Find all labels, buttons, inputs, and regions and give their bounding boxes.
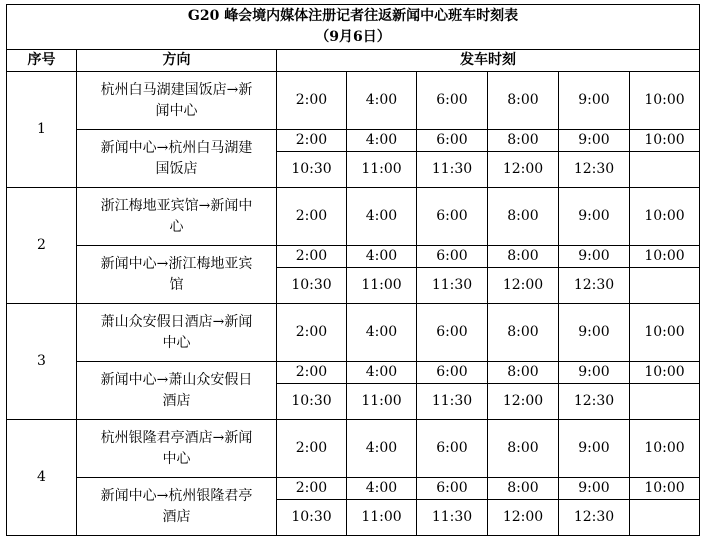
departure-time: 11:30 bbox=[417, 384, 488, 420]
row-number: 2 bbox=[7, 188, 77, 304]
direction-line-2: 馆 bbox=[169, 276, 184, 293]
departure-time: 12:30 bbox=[559, 500, 630, 536]
header-row bbox=[7, 50, 700, 72]
table-title bbox=[7, 5, 700, 50]
departure-time: 8:00 bbox=[488, 420, 559, 478]
departure-time: 9:00 bbox=[559, 304, 630, 362]
departure-time: 10:00 bbox=[630, 304, 700, 362]
departure-time bbox=[630, 500, 700, 536]
table-row bbox=[7, 130, 700, 152]
departure-time: 11:30 bbox=[417, 268, 488, 304]
departure-time: 6:00 bbox=[417, 304, 488, 362]
departure-time: 6:00 bbox=[417, 130, 488, 152]
direction-cell bbox=[77, 246, 277, 304]
departure-time: 6:00 bbox=[417, 478, 488, 500]
departure-time: 10:30 bbox=[277, 268, 347, 304]
direction-line-1: 新闻中心→杭州银隆君亭 bbox=[100, 487, 253, 504]
departure-time: 12:30 bbox=[559, 384, 630, 420]
departure-time: 10:00 bbox=[630, 246, 700, 268]
departure-time: 6:00 bbox=[417, 188, 488, 246]
table-row bbox=[7, 420, 700, 478]
direction-line-2: 国饭店 bbox=[155, 160, 198, 177]
table-row bbox=[7, 304, 700, 362]
departure-time: 2:00 bbox=[277, 72, 347, 130]
row-number: 3 bbox=[7, 304, 77, 420]
departure-time: 10:30 bbox=[277, 152, 347, 188]
direction-line-1: 杭州银隆君亭酒店→新闻 bbox=[100, 429, 253, 446]
header-times: 发车时刻 bbox=[277, 50, 700, 72]
timetable-body bbox=[7, 5, 700, 536]
table-row bbox=[7, 246, 700, 268]
table-row bbox=[7, 188, 700, 246]
direction-cell bbox=[77, 362, 277, 420]
direction-cell bbox=[77, 304, 277, 362]
departure-time: 8:00 bbox=[488, 188, 559, 246]
direction-line-2: 酒店 bbox=[162, 508, 191, 525]
departure-time: 10:00 bbox=[630, 188, 700, 246]
departure-time bbox=[630, 268, 700, 304]
departure-time: 6:00 bbox=[417, 362, 488, 384]
departure-time: 8:00 bbox=[488, 304, 559, 362]
departure-time: 11:30 bbox=[417, 500, 488, 536]
departure-time: 2:00 bbox=[277, 246, 347, 268]
departure-time bbox=[630, 152, 700, 188]
direction-cell bbox=[77, 130, 277, 188]
schedule-sheet bbox=[6, 4, 700, 536]
row-number: 4 bbox=[7, 420, 77, 536]
title-line-2: （9月6日） bbox=[315, 29, 391, 45]
departure-time: 9:00 bbox=[559, 246, 630, 268]
departure-time: 9:00 bbox=[559, 130, 630, 152]
departure-time: 12:30 bbox=[559, 152, 630, 188]
title-row bbox=[7, 5, 700, 50]
direction-line-1: 萧山众安假日酒店→新闻 bbox=[100, 313, 253, 330]
departure-time: 4:00 bbox=[347, 130, 417, 152]
departure-time: 9:00 bbox=[559, 362, 630, 384]
direction-cell bbox=[77, 188, 277, 246]
direction-cell bbox=[77, 478, 277, 536]
departure-time bbox=[630, 384, 700, 420]
departure-time: 4:00 bbox=[347, 420, 417, 478]
departure-time: 10:00 bbox=[630, 420, 700, 478]
departure-time: 2:00 bbox=[277, 304, 347, 362]
departure-time: 10:30 bbox=[277, 384, 347, 420]
departure-time: 2:00 bbox=[277, 478, 347, 500]
departure-time: 6:00 bbox=[417, 420, 488, 478]
departure-time: 4:00 bbox=[347, 188, 417, 246]
shuttle-timetable bbox=[6, 4, 700, 536]
departure-time: 6:00 bbox=[417, 246, 488, 268]
departure-time: 10:00 bbox=[630, 362, 700, 384]
departure-time: 4:00 bbox=[347, 304, 417, 362]
departure-time: 11:30 bbox=[417, 152, 488, 188]
departure-time: 10:00 bbox=[630, 72, 700, 130]
departure-time: 12:00 bbox=[488, 152, 559, 188]
departure-time: 6:00 bbox=[417, 72, 488, 130]
departure-time: 4:00 bbox=[347, 246, 417, 268]
departure-time: 4:00 bbox=[347, 72, 417, 130]
table-row bbox=[7, 478, 700, 500]
departure-time: 11:00 bbox=[347, 152, 417, 188]
departure-time: 8:00 bbox=[488, 478, 559, 500]
departure-time: 4:00 bbox=[347, 362, 417, 384]
departure-time: 2:00 bbox=[277, 362, 347, 384]
departure-time: 2:00 bbox=[277, 420, 347, 478]
direction-line-1: 新闻中心→浙江梅地亚宾 bbox=[100, 255, 253, 272]
direction-line-1: 新闻中心→杭州白马湖建 bbox=[100, 139, 253, 156]
direction-line-2: 酒店 bbox=[162, 392, 191, 409]
departure-time: 10:30 bbox=[277, 500, 347, 536]
departure-time: 8:00 bbox=[488, 130, 559, 152]
departure-time: 8:00 bbox=[488, 72, 559, 130]
departure-time: 12:00 bbox=[488, 500, 559, 536]
direction-line-1: 浙江梅地亚宾馆→新闻中 bbox=[100, 197, 253, 214]
row-number: 1 bbox=[7, 72, 77, 188]
departure-time: 11:00 bbox=[347, 268, 417, 304]
departure-time: 8:00 bbox=[488, 362, 559, 384]
title-line-1: G20 峰会境内媒体注册记者往返新闻中心班车时刻表 bbox=[187, 8, 519, 24]
departure-time: 9:00 bbox=[559, 72, 630, 130]
departure-time: 12:00 bbox=[488, 268, 559, 304]
direction-line-1: 杭州白马湖建国饭店→新 bbox=[100, 81, 253, 98]
header-direction: 方向 bbox=[77, 50, 277, 72]
direction-line-2: 中心 bbox=[162, 450, 191, 467]
departure-time: 4:00 bbox=[347, 478, 417, 500]
departure-time: 10:00 bbox=[630, 478, 700, 500]
departure-time: 9:00 bbox=[559, 188, 630, 246]
departure-time: 8:00 bbox=[488, 246, 559, 268]
direction-cell bbox=[77, 72, 277, 130]
departure-time: 10:00 bbox=[630, 130, 700, 152]
table-row bbox=[7, 72, 700, 130]
departure-time: 12:30 bbox=[559, 268, 630, 304]
departure-time: 2:00 bbox=[277, 188, 347, 246]
departure-time: 9:00 bbox=[559, 420, 630, 478]
header-no: 序号 bbox=[7, 50, 77, 72]
direction-cell bbox=[77, 420, 277, 478]
direction-line-2: 心 bbox=[169, 218, 184, 235]
departure-time: 9:00 bbox=[559, 478, 630, 500]
table-row bbox=[7, 362, 700, 384]
direction-line-2: 闻中心 bbox=[155, 102, 198, 119]
direction-line-2: 中心 bbox=[162, 334, 191, 351]
departure-time: 11:00 bbox=[347, 500, 417, 536]
departure-time: 11:00 bbox=[347, 384, 417, 420]
departure-time: 2:00 bbox=[277, 130, 347, 152]
direction-line-1: 新闻中心→萧山众安假日 bbox=[100, 371, 253, 388]
departure-time: 12:00 bbox=[488, 384, 559, 420]
